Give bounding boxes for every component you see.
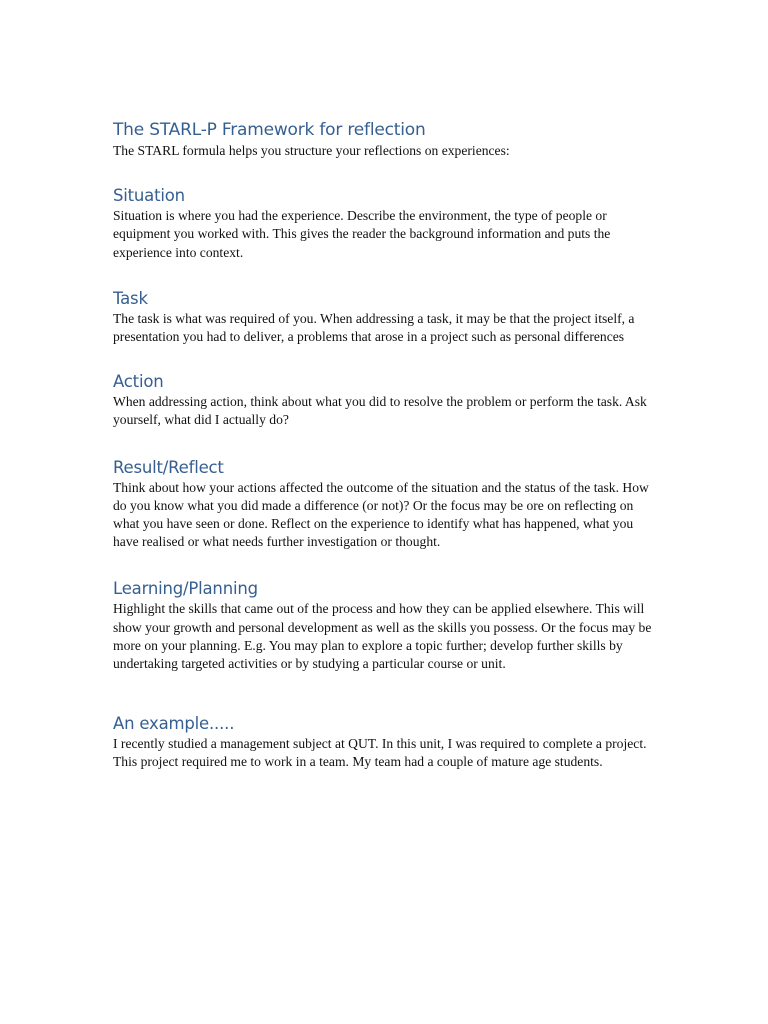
section-situation (113, 186, 658, 262)
task-heading: Task (113, 288, 148, 308)
section-result-reflect (113, 458, 658, 552)
document-page (113, 120, 658, 772)
section-learning-planning (113, 579, 658, 673)
action-heading: Action (113, 372, 164, 392)
result-reflect-heading: Result/Reflect (113, 457, 224, 477)
section-task (113, 289, 658, 346)
section-example (113, 714, 658, 771)
action-text: When addressing action, think about what you did to resolve the problem or perform the task. Ask yourself, what did I actually do? (113, 394, 647, 428)
example-heading: An example..... (113, 714, 235, 734)
situation-text: Situation is where you had the experience. Describe the environment, the type of people or equipment you worked with. This gives the reader the background information and puts the experience into context. (113, 208, 611, 260)
learning-planning-heading: Learning/Planning (113, 579, 258, 599)
learning-planning-text: Highlight the skills that came out of the process and how they can be applied elsewhere. This will show your growth and personal development as well as the skills you possess. Or the focus may be more on your planning. E.g. You may plan to explore a topic further; develop further skills by undertaking targeted activities or by studying a particular course or unit. (113, 601, 652, 672)
intro-section (113, 120, 658, 160)
document-title: The STARL-P Framework for reflection (113, 120, 426, 140)
intro-text: The STARL formula helps you structure your reflections on experiences: (113, 143, 510, 158)
task-text: The task is what was required of you. When addressing a task, it may be that the project itself, a presentation you had to deliver, a problems that arose in a project such as personal differences (113, 310, 635, 345)
situation-heading: Situation (113, 186, 185, 206)
result-reflect-text: Think about how your actions affected the outcome of the situation and the status of the task. How do you know what you did made a difference (or not)? Or the focus may be ore on reflecting on what you have seen or done. Reflect on the experience to identify what has happened, what you have realised or what needs further investigation or thought. (113, 479, 649, 550)
section-action (113, 372, 658, 429)
example-text: I recently studied a management subject at QUT. In this unit, I was required to complete a project. This project required me to work in a team. My team had a couple of mature age students. (113, 736, 647, 770)
